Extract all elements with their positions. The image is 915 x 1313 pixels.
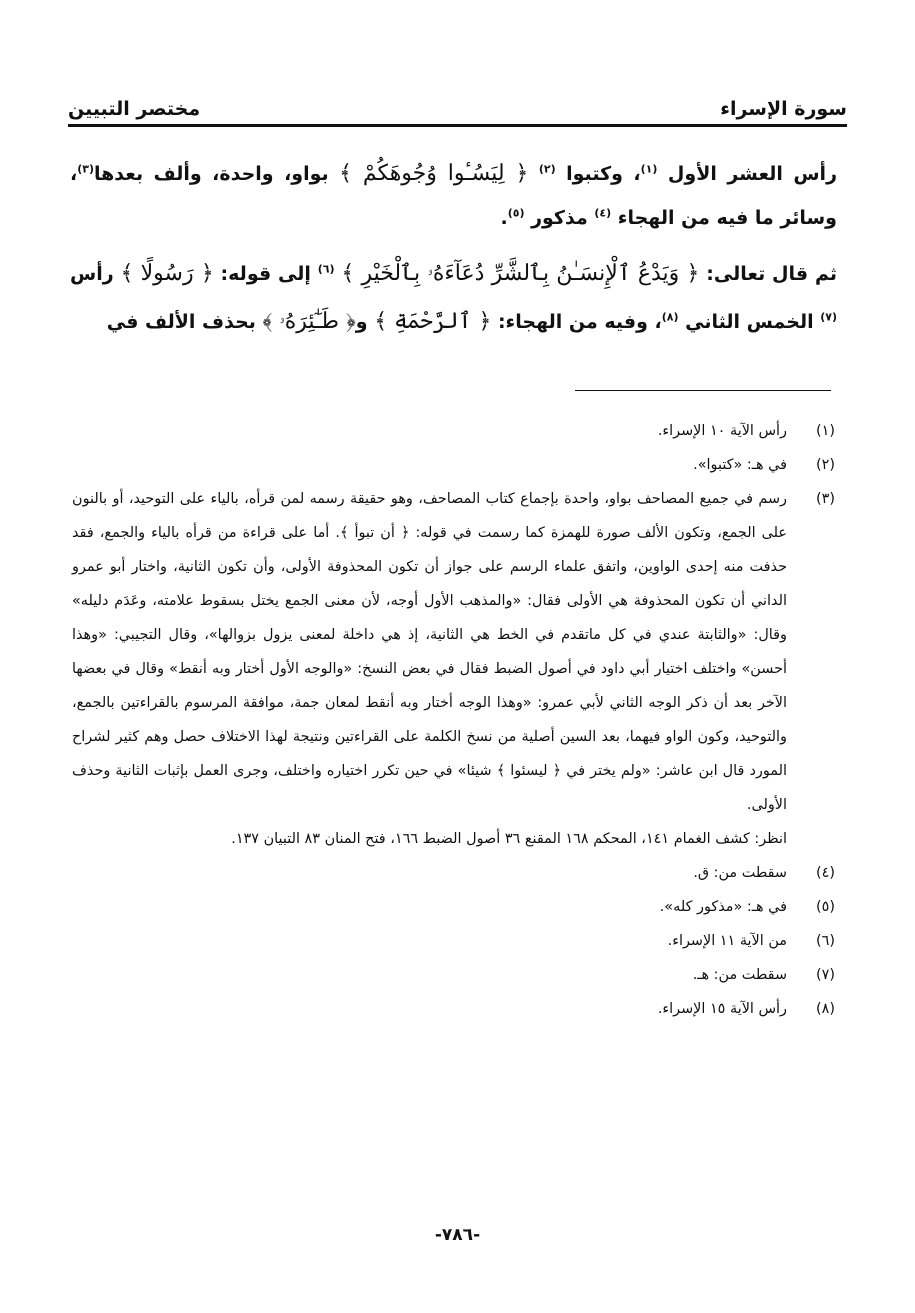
text-segment: ، وفيه من الهجاء: — [491, 311, 662, 333]
footnote-number: (١) — [816, 423, 835, 439]
footnote-number: (٤) — [816, 865, 835, 881]
footnote-text: في هـ: «كتبوا». — [693, 457, 787, 473]
text-segment: ، وسائر ما فيه من الهجاء — [70, 163, 837, 229]
footnotes — [72, 414, 835, 1026]
page-number: -٧٨٦- — [434, 1225, 481, 1245]
footnote-text: رأس الآية ١٥ الإسراء. — [657, 1001, 787, 1017]
footnote-2 — [72, 448, 835, 482]
quran-quote: ﴿ وَيَدْعُ ٱلْإِنسَـٰنُ بِٱلشَّرِّ دُعَآءَهُۥ بِٱلْخَيْرِ ﴾ — [341, 261, 700, 286]
book-title: مختصر التبيين — [68, 98, 201, 120]
text-segment: ثم قال تعالى: — [699, 263, 837, 285]
footnote-8 — [72, 992, 835, 1026]
text-segment: بحذف الألف في — [106, 311, 263, 333]
footnote-4 — [72, 856, 835, 890]
quran-quote: ﴿ رَسُولًا ﴾ — [120, 261, 214, 286]
footnote-number: (٦) — [816, 933, 835, 949]
footnote-3-references: انظر: كشف الغمام ١٤١، المحكم ١٦٨ المقنع ٣٦ أصول الضبط ١٦٦، فتح المنان ٨٣ التبيان ١٣٧. — [231, 831, 787, 847]
footnote-ref-2: (٢) — [538, 162, 556, 176]
footnote-text: في هـ: «مذكور كله». — [659, 899, 787, 915]
quran-quote: ﴿ ٱلرَّحْمَةِ ﴾ — [374, 309, 492, 334]
footnote-number: (٣) — [816, 491, 835, 507]
quran-quote: ﴿ طَـٰٓئِرَهُۥ ﴾ — [262, 309, 356, 334]
footnote-text: رسم في جميع المصاحف بواو، واحدة بإجماع كتاب المصاحف، وهو حقيقة رسمه لمن قرأه، بالياء على التوحيد، أو بالنون على الجمع، وتكون الألف صورة للهمزة كما رسمت في قوله: ﴿ أن تبوأ ﴾. أما على قراءة من قرأه بالياء والجمع، فقد حذفت منه إحدى الواوين، واتفق علماء الرسم على جواز أن تكون المحذوفة الأولى، وأن تكون الثانية، واختار أبو عمرو الداني أن تكون المحذوفة هي الأولى فقال: «والمذهب الأول أوجه، لأن معنى الجمع يختل بسقوط علامته، وعَدَم دليله» وقال: «والثابتة عندي في كل ماتقدم في الخط هي الثانية، إذ هي داخلة لمعنى يزول بزوالها»، وقال التجيبي: «وهذا أحسن» واختلف اختيار أبي داود في أصول الضبط فقال في بعض النسخ: «والوجه الأول أختار وبه أنقط» وقال في بعضها الآخر بعد أن ذكر الوجه الثاني لأبي عمرو: «وهذا الوجه أختار وبه أنقط لمعان جمة، موافقة المرسوم بالقراءتين بالجمع، والتوحيد، وكون الواو فيهما، بعد السين أصلية من نسخ الكلمة على القراءتين ونتيجة لهذا الاختلاف حصل وهم كثير لشراح المورد قال ابن عاشر: «ولم يختر في ﴿ ليسئوا ﴾ شيئا» في حين تكرر اختياره واختلف، وجرى العمل بإثبات الثانية وحذف الأولى. — [72, 491, 787, 813]
footnote-ref-3: (٣) — [77, 162, 94, 176]
text-segment: بواو، واحدة، وألف بعدها — [94, 163, 340, 185]
footnote-1 — [72, 414, 835, 448]
footnote-text: من الآية ١١ الإسراء. — [667, 933, 787, 949]
main-paragraph-1 — [70, 152, 837, 240]
text-segment: ، وكتبوا — [555, 163, 641, 185]
text-segment: إلى قوله: — [213, 263, 318, 285]
main-text — [70, 152, 837, 346]
text-segment: . — [500, 207, 508, 229]
footnote-text: رأس الآية ١٠ الإسراء. — [657, 423, 787, 439]
footnote-ref-4: (٤) — [594, 206, 612, 220]
text-segment: رأس العشر الأول — [657, 163, 838, 185]
footnote-number: (٨) — [816, 1001, 835, 1017]
quran-quote: ﴿ لِيَسُـٔوا وُجُوهَكُمْ ﴾ — [339, 161, 529, 186]
header-rule — [68, 124, 847, 127]
text-segment: مذكور — [524, 207, 595, 229]
footnote-5 — [72, 890, 835, 924]
footnote-number: (٥) — [816, 899, 835, 915]
footnote-text: سقطت من: هـ. — [692, 967, 787, 983]
text-segment: رأس — [70, 263, 121, 285]
main-paragraph-2 — [70, 250, 837, 346]
footnote-number: (٧) — [816, 967, 835, 983]
footnote-ref-1: (١) — [640, 162, 658, 176]
footnote-ref-6: (٦) — [317, 262, 335, 276]
surah-title: سورة الإسراء — [720, 98, 847, 120]
footnote-6 — [72, 924, 835, 958]
footnote-separator — [575, 390, 831, 391]
running-header — [68, 80, 847, 120]
text-segment: و — [355, 311, 375, 333]
footnote-number: (٢) — [816, 457, 835, 473]
footnote-3 — [72, 482, 835, 822]
footnote-ref-5: (٥) — [507, 206, 525, 220]
footnote-ref-7: (٧) — [820, 310, 837, 324]
footnote-ref-8: (٨) — [661, 310, 679, 324]
text-segment: الخمس الثاني — [678, 311, 821, 333]
footnote-text: سقطت من: ق. — [693, 865, 787, 881]
footnote-7 — [72, 958, 835, 992]
